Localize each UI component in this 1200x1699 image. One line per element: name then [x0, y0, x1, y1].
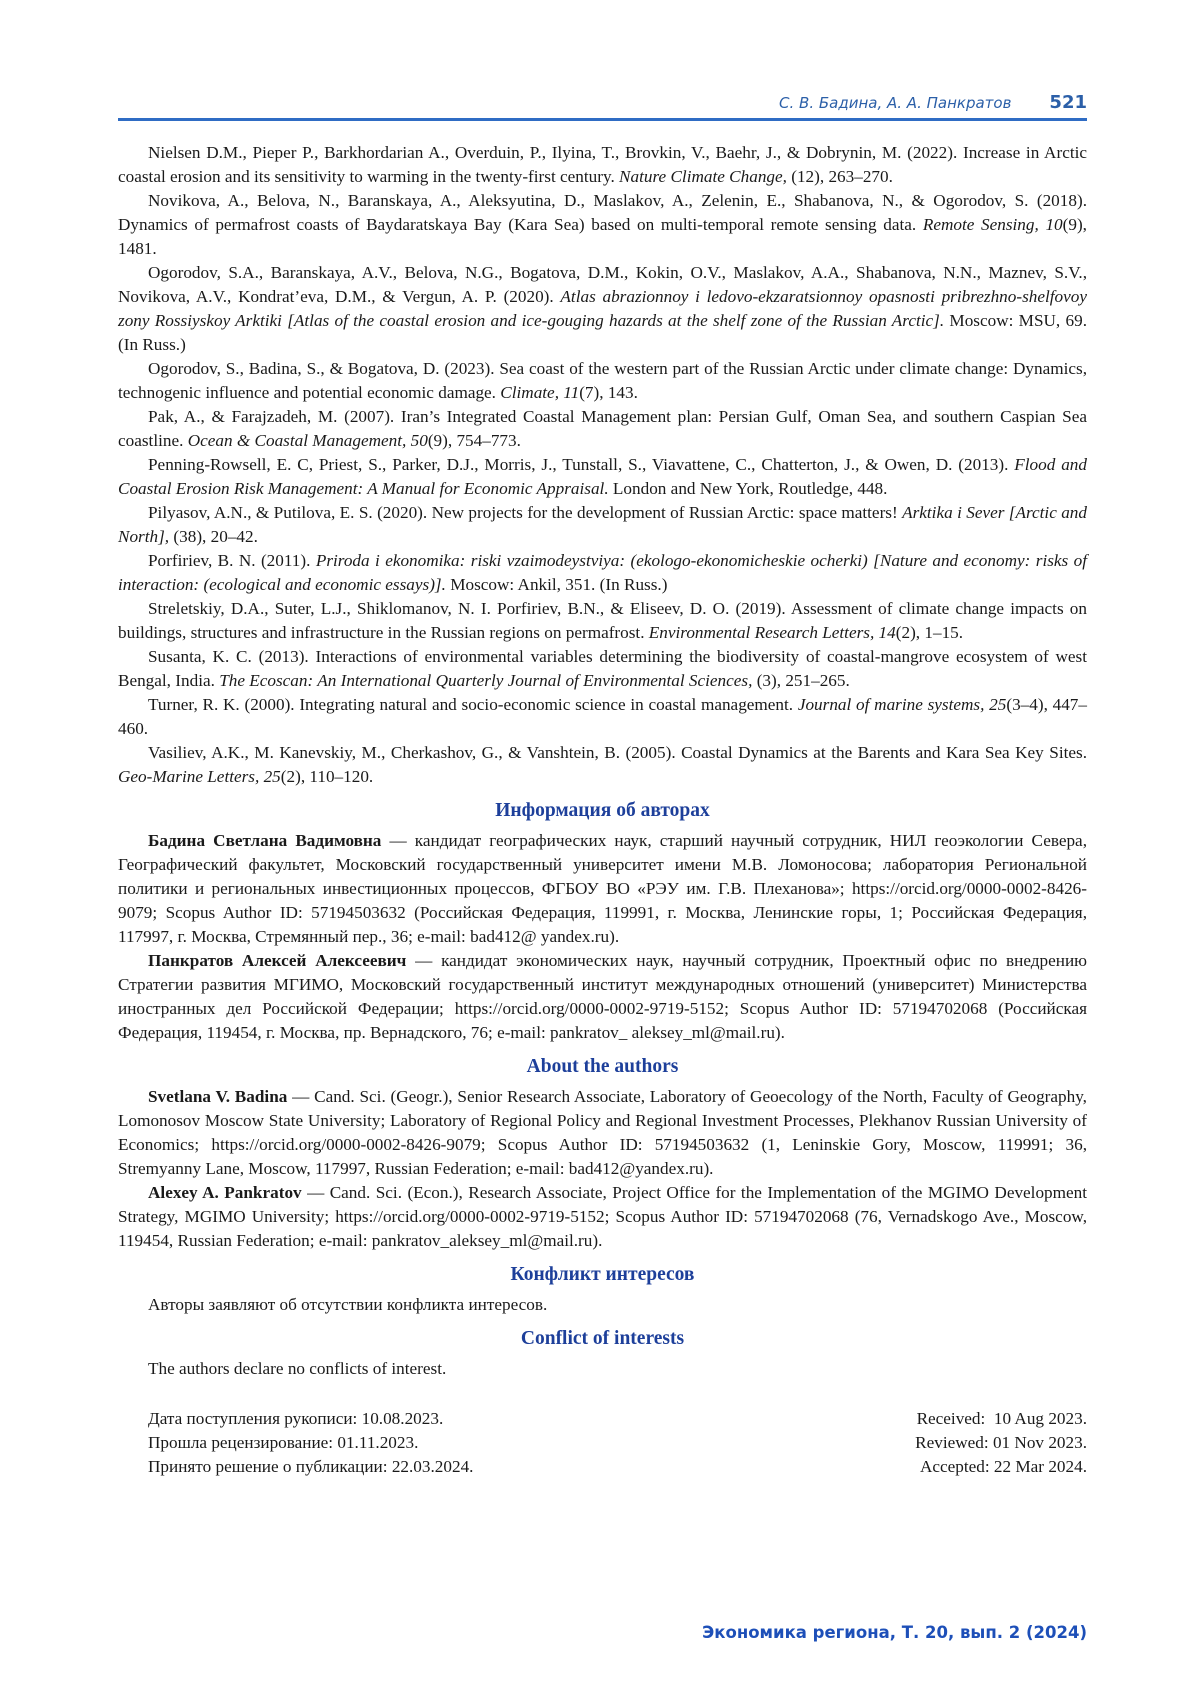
author-name: Панкратов Алексей Алексеевич [148, 951, 407, 970]
reference-item: Ogorodov, S.A., Baranskaya, A.V., Belova, N.G., Bogatova, D.M., Kokin, O.V., Maslakov, A.A., Shabanova, N.N., Maznev, S.V., Novikova, A.V., Kondrat’eva, D.M., & Vergun, A. P. (2020). Atlas abrazionnoy i ledovo-ekzaratsionnoy opasnosti pribrezhno-shelfovoy zony Rossiyskoy Arktiki [Atlas of the coastal erosion and ice-gouging hazards at the shelf zone of the Russian Arctic]. Moscow: MSU, 69. (In Russ.) [118, 263, 1088, 354]
reference-item: Ogorodov, S., Badina, S., & Bogatova, D. (2023). Sea coast of the western part of the Russian Arctic under climate change: Dynamics, technogenic influence and potential economic damage. Climate, 11(7), 143. [118, 359, 1087, 402]
date-received-en: Received: 10 Aug 2023. [916, 1409, 1087, 1428]
journal-footer: Экономика региона, Т. 20, вып. 2 (2024) [702, 1623, 1087, 1642]
date-accepted-en: Accepted: 22 Mar 2024. [919, 1457, 1087, 1476]
section-title-authors-ru: Информация об авторах [495, 800, 710, 821]
reference-item: Susanta, K. C. (2013). Interactions of environmental variables determining the biodiversity of coastal-mangrove ecosystem of west Bengal, India. The Ecoscan: An International Quarterly Journal of Environmental Sciences, (3), 251–265. [118, 647, 1087, 690]
conflict-statement-en: The authors declare no conflicts of interest. [148, 1359, 447, 1378]
author-bio: Alexey A. Pankratov — Cand. Sci. (Econ.), Research Associate, Project Office for the Implementation of the MGIMO Development Strategy, MGIMO University; https://orcid.org/0000-0002-9719-5152; Scopus Author ID: 57194702068 (76, Vernadskogo Ave., Moscow, 119454, Russian Federation; e-mail: pankratov_aleksey_ml@mail.ru). [118, 1183, 1087, 1250]
reference-item: Streletskiy, D.A., Suter, L.J., Shiklomanov, N. I. Porfiriev, B.N., & Eliseev, D. O. (2019). Assessment of climate change impacts on buildings, structures and infrastructure in the Russian regions on permafrost. Environmental Research Letters, 14(2), 1–15. [118, 599, 1087, 642]
section-title-conflict-ru: Конфликт интересов [510, 1264, 695, 1285]
author-name: Svetlana V. Badina [148, 1087, 288, 1106]
reference-list [118, 141, 1087, 789]
reference-item: Pilyasov, A.N., & Putilova, E. S. (2020). New projects for the development of Russian Arctic: space matters! Arktika i Sever [Arctic and North], (38), 20–42. [118, 503, 1087, 546]
conflict-statement-ru: Авторы заявляют об отсутствии конфликта интересов. [148, 1295, 548, 1314]
author-bio: Svetlana V. Badina — Cand. Sci. (Geogr.), Senior Research Associate, Laboratory of Geoecology of the North, Faculty of Geography, Lomonosov Moscow State University; Laboratory of Regional Policy and Regional Investment Processes, Plekhanov Russian University of Economics; https://orcid.org/0000-0002-8426-9079; Scopus Author ID: 57194503632 (1, Leninskie Gory, Moscow, 119991; 36, Stremyanny Lane, Moscow, 117997, Russian Federation; e-mail: bad412@yandex.ru). [118, 1087, 1087, 1178]
header-rule [118, 118, 1087, 121]
dates-ru [118, 1407, 473, 1479]
reference-item: Novikova, A., Belova, N., Baranskaya, A., Aleksyutina, D., Maslakov, A., Zelenin, E., Shabanova, N., & Ogorodov, S. (2018). Dynamics of permafrost coasts of Baydaratskaya Bay (Kara Sea) based on multi-temporal remote sensing data. Remote Sensing, 10(9), 1481. [118, 191, 1087, 258]
section-title-authors-en: About the authors [526, 1056, 679, 1077]
page-content [118, 141, 1087, 1479]
date-received-ru: Дата поступления рукописи: 10.08.2023. [148, 1409, 444, 1428]
manuscript-dates [118, 1407, 1087, 1479]
author-name: Alexey A. Pankratov [148, 1183, 302, 1202]
header-authors: С. В. Бадина, А. А. Панкратов [779, 94, 1012, 112]
date-reviewed-ru: Прошла рецензирование: 01.11.2023. [148, 1433, 419, 1452]
reference-item: Nielsen D.M., Pieper P., Barkhordarian A., Overduin, P., Ilyina, T., Brovkin, V., Baehr, J., & Dobrynin, M. (2022). Increase in Arctic coastal erosion and its sensitivity to warming in the twenty-first century. Nature Climate Change, (12), 263–270. [118, 143, 1087, 186]
section-title-conflict-en: Conflict of interests [520, 1328, 685, 1349]
dates-en [915, 1407, 1087, 1479]
reference-item: Pak, A., & Farajzadeh, M. (2007). Iran’s Integrated Coastal Management plan: Persian Gulf, Oman Sea, and southern Caspian Sea coastline. Ocean & Coastal Management, 50(9), 754–773. [118, 407, 1087, 450]
date-reviewed-en: Reviewed: 01 Nov 2023. [915, 1433, 1087, 1452]
reference-item: Porfiriev, B. N. (2011). Priroda i ekonomika: riski vzaimodeystviya: (ekologo-ekonomicheskie ocherki) [Nature and economy: risks of interaction: (ecological and economic essays)]. Moscow: Ankil, 351. (In Russ.) [118, 551, 1087, 594]
page-number: 521 [1049, 92, 1087, 113]
reference-item: Penning-Rowsell, E. C, Priest, S., Parker, D.J., Morris, J., Tunstall, S., Viavattene, C., Chatterton, J., & Owen, D. (2013). Flood and Coastal Erosion Risk Management: A Manual for Economic Appraisal. London and New York, Routledge, 448. [118, 455, 1087, 498]
reference-item: Vasiliev, A.K., M. Kanevskiy, M., Cherkashov, G., & Vanshtein, B. (2005). Coastal Dynamics at the Barents and Kara Sea Key Sites. Geo-Marine Letters, 25(2), 110–120. [118, 743, 1087, 786]
date-accepted-ru: Принято решение о публикации: 22.03.2024. [148, 1457, 474, 1476]
author-bio: Панкратов Алексей Алексеевич — кандидат экономических наук, научный сотрудник, Проектный офис по внедрению Стратегии развития МГИМО, Московский государственный институт международных отношений (университет) Министерства иностранных дел Российской Федерации; https://orcid.org/0000-0002-9719-5152; Scopus Author ID: 57194702068 (Российская Федерация, 119454, г. Москва, пр. Вернадского, 76; e-mail: pankratov_ aleksey_ml@mail.ru). [118, 951, 1087, 1042]
author-bio: Бадина Светлана Вадимовна — кандидат географических наук, старший научный сотрудник, НИЛ геоэкологии Севера, Географический факультет, Московский государственный университет имени М.В. Ломоносова; лаборатория Региональной политики и региональных инвестиционных процессов, ФГБОУ ВО «РЭУ им. Г.В. Плеханова»; https://orcid.org/0000-0002-8426-9079; Scopus Author ID: 57194503632 (Российская Федерация, 119991, г. Москва, Ленинские горы, 1; Российская Федерация, 117997, г. Москва, Стремянный пер., 36; e-mail: bad412@ yandex.ru). [118, 831, 1087, 946]
running-header [118, 86, 1087, 116]
author-name: Бадина Светлана Вадимовна [148, 831, 382, 850]
reference-item: Turner, R. K. (2000). Integrating natural and socio-economic science in coastal management. Journal of marine systems, 25(3–4), 447–460. [118, 695, 1087, 738]
